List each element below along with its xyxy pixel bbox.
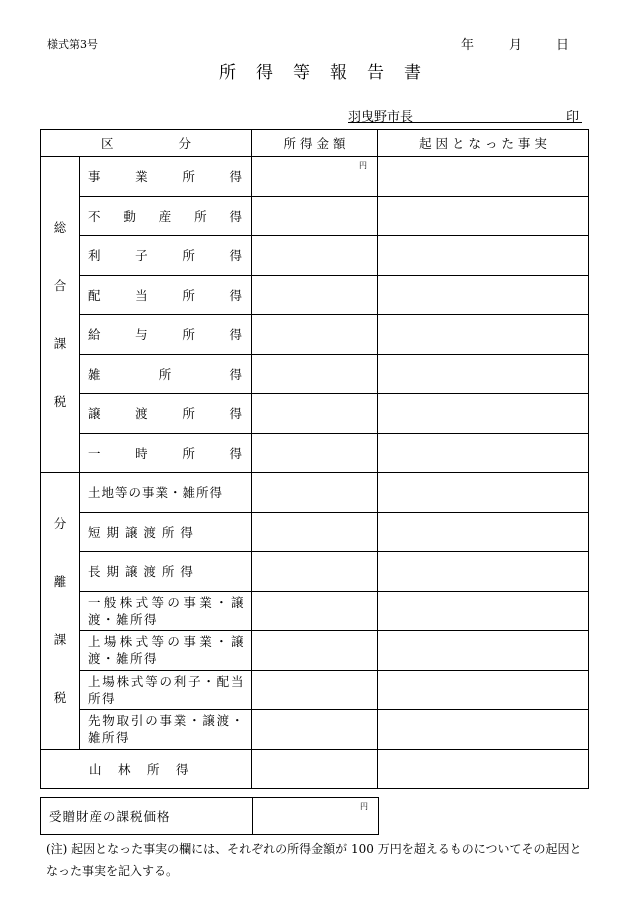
seal-mark: 印 xyxy=(566,110,580,125)
income-type-label xyxy=(80,433,252,473)
income-type-text: 上場株式等の事業・譲渡・雑所得 xyxy=(88,634,245,667)
income-type-char: 所 xyxy=(158,366,172,382)
income-type-label xyxy=(80,157,252,197)
separate-label-char: 分 xyxy=(53,515,67,531)
table-row xyxy=(41,433,589,473)
comprehensive-label-char: 税 xyxy=(53,393,67,409)
income-amount-cell[interactable] xyxy=(252,670,378,710)
income-type-char: 得 xyxy=(229,406,242,422)
income-type-char: 得 xyxy=(229,169,242,185)
income-table xyxy=(40,129,589,789)
table-row xyxy=(41,275,589,315)
cause-fact-cell[interactable] xyxy=(378,749,589,789)
yen-unit-mark: 円 xyxy=(360,802,368,811)
gift-property-table xyxy=(40,797,379,835)
income-type-char: 得 xyxy=(229,208,242,224)
table-row xyxy=(41,473,589,513)
income-amount-header: 所 得 金 額 xyxy=(252,130,378,157)
income-type-label xyxy=(80,315,252,355)
forest-income-label: 山 林 所 得 xyxy=(41,749,252,789)
income-type-label xyxy=(80,354,252,394)
page-title: 所得等報告書 xyxy=(219,63,441,83)
addressee-underline xyxy=(348,122,582,123)
income-type-char: 所 xyxy=(182,327,195,343)
income-type-char: 所 xyxy=(182,287,195,303)
income-type-char: 産 xyxy=(158,208,172,224)
gift-property-value-cell[interactable] xyxy=(253,798,379,835)
cause-fact-cell[interactable] xyxy=(378,591,589,631)
addressee: 羽曳野市長 xyxy=(348,110,414,125)
income-amount-cell[interactable] xyxy=(252,157,378,197)
income-type-char: 得 xyxy=(229,366,242,382)
income-type-char: 利 xyxy=(88,248,101,264)
income-type-char: 動 xyxy=(123,208,136,224)
cause-fact-cell[interactable] xyxy=(378,552,589,592)
table-row xyxy=(41,157,589,197)
income-type-char: 雑 xyxy=(88,366,101,382)
category-header xyxy=(41,130,252,157)
income-amount-cell[interactable] xyxy=(252,236,378,276)
income-type-text: 一般株式等の事業・譲渡・雑所得 xyxy=(88,594,245,627)
income-amount-cell[interactable] xyxy=(252,196,378,236)
table-row xyxy=(41,236,589,276)
income-type-char: 渡 xyxy=(135,406,148,422)
income-type-text: 上場株式等の利子・配当所得 xyxy=(88,673,245,706)
cause-fact-cell[interactable] xyxy=(378,315,589,355)
table-row xyxy=(41,552,589,592)
cause-fact-cell[interactable] xyxy=(378,354,589,394)
income-type-char: 所 xyxy=(182,445,195,461)
income-type-char: 当 xyxy=(135,287,148,303)
cause-fact-cell[interactable] xyxy=(378,394,589,434)
income-amount-cell[interactable] xyxy=(252,433,378,473)
forest-row xyxy=(41,749,589,789)
comprehensive-label-char: 合 xyxy=(53,277,67,293)
income-amount-cell[interactable] xyxy=(252,710,378,750)
income-type-char: 子 xyxy=(135,248,148,264)
income-type-label xyxy=(80,591,252,631)
income-type-char: 時 xyxy=(135,445,148,461)
income-amount-cell[interactable] xyxy=(252,591,378,631)
cause-fact-cell[interactable] xyxy=(378,710,589,750)
income-amount-cell[interactable] xyxy=(252,631,378,671)
cause-fact-cell[interactable] xyxy=(378,512,589,552)
income-type-label xyxy=(80,196,252,236)
cause-fact-cell[interactable] xyxy=(378,157,589,197)
cause-fact-cell[interactable] xyxy=(378,433,589,473)
income-type-char: 得 xyxy=(229,248,242,264)
income-amount-cell[interactable] xyxy=(252,354,378,394)
income-type-char: 給 xyxy=(88,327,101,343)
yen-unit-mark: 円 xyxy=(359,161,367,170)
income-amount-cell[interactable] xyxy=(252,512,378,552)
table-row xyxy=(41,670,589,710)
income-amount-cell[interactable] xyxy=(252,552,378,592)
table-row xyxy=(41,394,589,434)
income-type-char: 所 xyxy=(182,248,195,264)
cause-fact-cell[interactable] xyxy=(378,236,589,276)
category-header-1: 区 xyxy=(101,136,114,151)
income-amount-cell[interactable] xyxy=(252,315,378,355)
income-type-label xyxy=(80,394,252,434)
income-amount-cell[interactable] xyxy=(252,394,378,434)
income-type-text: 長 期 譲 渡 所 得 xyxy=(88,564,194,580)
income-amount-cell[interactable] xyxy=(252,473,378,513)
income-type-label xyxy=(80,552,252,592)
comprehensive-label-char: 総 xyxy=(53,219,67,235)
income-type-char: 一 xyxy=(88,445,101,461)
income-type-char: 得 xyxy=(229,445,242,461)
table-row xyxy=(41,512,589,552)
table-row xyxy=(41,591,589,631)
comprehensive-label-char: 課 xyxy=(53,335,67,351)
header-row xyxy=(41,130,589,157)
category-header-2: 分 xyxy=(178,136,191,151)
income-type-char: 不 xyxy=(88,208,101,224)
income-type-text: 土地等の事業・雑所得 xyxy=(88,485,224,501)
income-type-char: 所 xyxy=(182,406,195,422)
income-type-text: 先物取引の事業・譲渡・雑所得 xyxy=(88,713,245,746)
income-type-label xyxy=(80,473,252,513)
footnote: (注) 起因となった事実の欄には、それぞれの所得金額が 100 万円を超えるものについてその起因となった事実を記入する。 xyxy=(46,842,582,878)
table-row xyxy=(41,196,589,236)
cause-fact-cell[interactable] xyxy=(378,670,589,710)
table-row xyxy=(41,631,589,671)
cause-fact-cell[interactable] xyxy=(378,473,589,513)
income-type-label xyxy=(80,275,252,315)
gift-property-label: 受贈財産の課税価格 xyxy=(41,798,253,835)
separate-taxation-label xyxy=(41,473,80,750)
income-type-char: 事 xyxy=(88,169,101,185)
income-type-char: 与 xyxy=(135,327,148,343)
income-type-char: 所 xyxy=(182,169,195,185)
income-type-label xyxy=(80,512,252,552)
income-type-label xyxy=(80,236,252,276)
cause-fact-header: 起 因 と な っ た 事 実 xyxy=(378,130,589,157)
income-type-char: 配 xyxy=(88,287,101,303)
date-day-label: 日 xyxy=(556,38,570,53)
form-number: 様式第3号 xyxy=(47,38,98,51)
income-type-text: 短 期 譲 渡 所 得 xyxy=(88,524,194,540)
cause-fact-cell[interactable] xyxy=(378,631,589,671)
income-type-char: 所 xyxy=(194,208,207,224)
income-type-char: 得 xyxy=(229,327,242,343)
income-type-label xyxy=(80,710,252,750)
income-amount-cell[interactable] xyxy=(252,749,378,789)
income-amount-cell[interactable] xyxy=(252,275,378,315)
date-month-label: 月 xyxy=(509,38,523,53)
separate-label-char: 税 xyxy=(53,689,67,705)
separate-label-char: 離 xyxy=(53,573,67,589)
income-type-label xyxy=(80,631,252,671)
separate-label-char: 課 xyxy=(53,631,67,647)
cause-fact-cell[interactable] xyxy=(378,275,589,315)
comprehensive-taxation-label xyxy=(41,157,80,473)
table-row xyxy=(41,710,589,750)
date-year-label: 年 xyxy=(461,38,475,53)
income-type-char: 得 xyxy=(229,287,242,303)
income-type-char: 業 xyxy=(135,169,148,185)
cause-fact-cell[interactable] xyxy=(378,196,589,236)
income-type-char: 譲 xyxy=(88,406,101,422)
income-type-label xyxy=(80,670,252,710)
table-row xyxy=(41,354,589,394)
table-row xyxy=(41,315,589,355)
